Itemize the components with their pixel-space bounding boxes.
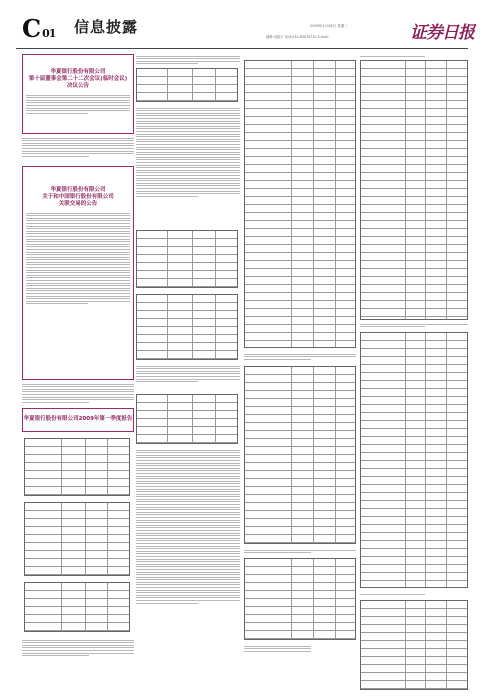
column-1: [22, 54, 134, 674]
body-text-block: [22, 136, 134, 158]
column-3: [244, 54, 356, 694]
financial-table: [244, 60, 356, 348]
financial-table: [244, 366, 356, 544]
data-table: [136, 230, 238, 288]
data-table: [136, 294, 238, 360]
announcement-title-3: 决议公告: [66, 83, 89, 89]
masthead-logo: 证券日报: [410, 23, 474, 43]
section-letter: C: [22, 14, 41, 43]
data-table: [136, 394, 238, 444]
body-text-block: [136, 364, 240, 384]
data-table: [24, 582, 130, 632]
announcement-title-4: 华夏银行股份有限公司: [50, 187, 106, 193]
body-text-block: [360, 54, 468, 58]
financial-table: [360, 600, 468, 690]
data-table: [24, 502, 130, 576]
announcement-title-2: 第十届董事会第二十二次会议(临时会议): [28, 76, 128, 82]
body-text-block: [136, 106, 240, 198]
announcement-box-2: [22, 166, 134, 380]
section-title: 信息披露: [74, 18, 139, 36]
announcement-body-2: [23, 208, 133, 309]
body-text-block: [136, 448, 240, 605]
body-text-block: [360, 592, 468, 596]
column-4: [360, 54, 468, 694]
body-text-block: [22, 382, 134, 404]
column-2: [136, 54, 240, 674]
body-text-block: [22, 638, 134, 658]
announcement-title-5: 关于和中国银行股份有限公司: [42, 194, 114, 200]
body-text-block: [244, 548, 356, 555]
editor-line: 编辑:吴振宇 电话:010-63070710 E-mail:: [266, 35, 330, 39]
announcement-title-6: 关联交易的公告: [58, 201, 98, 207]
section-code: [22, 14, 55, 43]
announcement-box-1: [22, 54, 134, 134]
page-header: [10, 14, 474, 48]
body-text-block: [360, 322, 468, 329]
header-rule: [16, 48, 468, 49]
announcement-title-1: 华夏银行股份有限公司: [50, 69, 106, 75]
financial-table: [360, 332, 468, 588]
report-title-box: [22, 408, 134, 432]
financial-table: [360, 60, 468, 320]
financial-table: [244, 558, 356, 640]
data-table: [24, 438, 130, 496]
data-table: [136, 68, 238, 102]
signature-block: [244, 644, 356, 653]
body-text-block: [136, 54, 240, 66]
body-text-block: [244, 352, 356, 361]
date-line: 2009年4月28日 星期二: [310, 24, 348, 28]
report-title: 华夏银行股份有限公司2009年第一季度报告: [23, 416, 133, 422]
page-number: 01: [42, 27, 56, 40]
announcement-body-1: [23, 90, 133, 114]
